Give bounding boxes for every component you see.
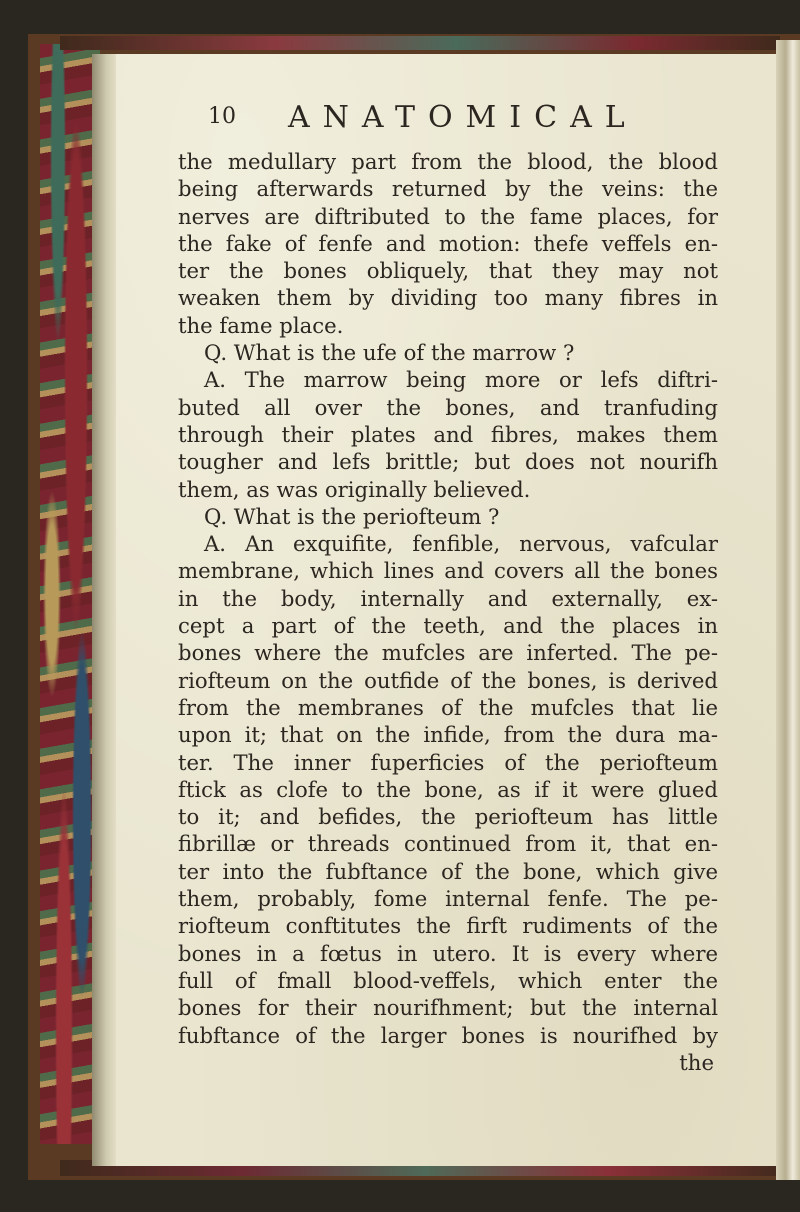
top-page-edge	[60, 36, 780, 50]
text-line: A. An exquifite, fenfible, nervous, vafcular	[204, 531, 718, 557]
text-line: riofteum conftitutes the firft rudiments of the	[178, 913, 718, 939]
text-line: being afterwards returned by the veins: the	[178, 176, 718, 202]
text-line: the	[679, 1049, 714, 1075]
page-text-block	[178, 100, 718, 1076]
text-line: in the body, internally and externally, ex-	[178, 585, 718, 611]
text-line: the fame place.	[178, 312, 344, 338]
text-line: bones where the mufcles are inferted. The pe-	[178, 640, 718, 666]
fore-edge	[776, 40, 800, 1180]
text-line: ter. The inner fuperficies of the periofteum	[178, 749, 718, 775]
running-head: ANATOMICAL	[288, 100, 638, 135]
text-line: the fake of fenfe and motion: thefe veffels en-	[178, 230, 718, 256]
text-line: them, as was originally believed.	[178, 476, 531, 502]
text-line: weaken them by dividing too many fibres in	[178, 285, 718, 311]
marbled-endpaper	[40, 44, 100, 1144]
text-line: membrane, which lines and covers all the bones	[178, 558, 718, 584]
text-line: buted all over the bones, and tranfuding	[178, 394, 718, 420]
text-line: A. The marrow being more or lefs diftri-	[204, 367, 718, 393]
text-line: tougher and lefs brittle; but does not nourifh	[178, 449, 718, 475]
text-line: Q. What is the periofteum ?	[204, 503, 500, 529]
text-line: bones for their nourifhment; but the internal	[178, 995, 718, 1021]
text-line: through their plates and fibres, makes them	[178, 421, 718, 447]
page-header	[178, 100, 718, 138]
text-line: from the membranes of the mufcles that lie	[178, 694, 718, 720]
text-line: bones in a fœtus in utero. It is every where	[178, 940, 718, 966]
text-line: nerves are diftributed to the fame places, for	[178, 203, 718, 229]
text-line: to it; and befides, the periofteum has little	[178, 804, 718, 830]
text-line: the medullary part from the blood, the blood	[178, 149, 718, 174]
text-line: ftick as clofe to the bone, as if it were glued	[178, 776, 718, 802]
text-line: ter the bones obliquely, that they may not	[178, 258, 718, 284]
page-gutter	[92, 54, 116, 1166]
text-line: full of fmall blood-veffels, which enter the	[178, 967, 718, 993]
text-line: fibrillæ or threads continued from it, that en-	[178, 831, 718, 857]
text-line: Q. What is the ufe of the marrow ?	[204, 340, 575, 366]
text-line: them, probably, fome internal fenfe. The pe-	[178, 886, 718, 912]
text-line: fubftance of the larger bones is nourifhed by	[178, 1022, 718, 1048]
text-line: riofteum on the outfide of the bones, is derived	[178, 667, 718, 693]
body-text	[178, 148, 718, 1076]
text-line: cept a part of the teeth, and the places in	[178, 613, 718, 639]
page-number: 10	[208, 104, 236, 129]
text-line: ter into the fubftance of the bone, which give	[178, 858, 718, 884]
text-line: upon it; that on the infide, from the dura ma-	[178, 722, 718, 748]
